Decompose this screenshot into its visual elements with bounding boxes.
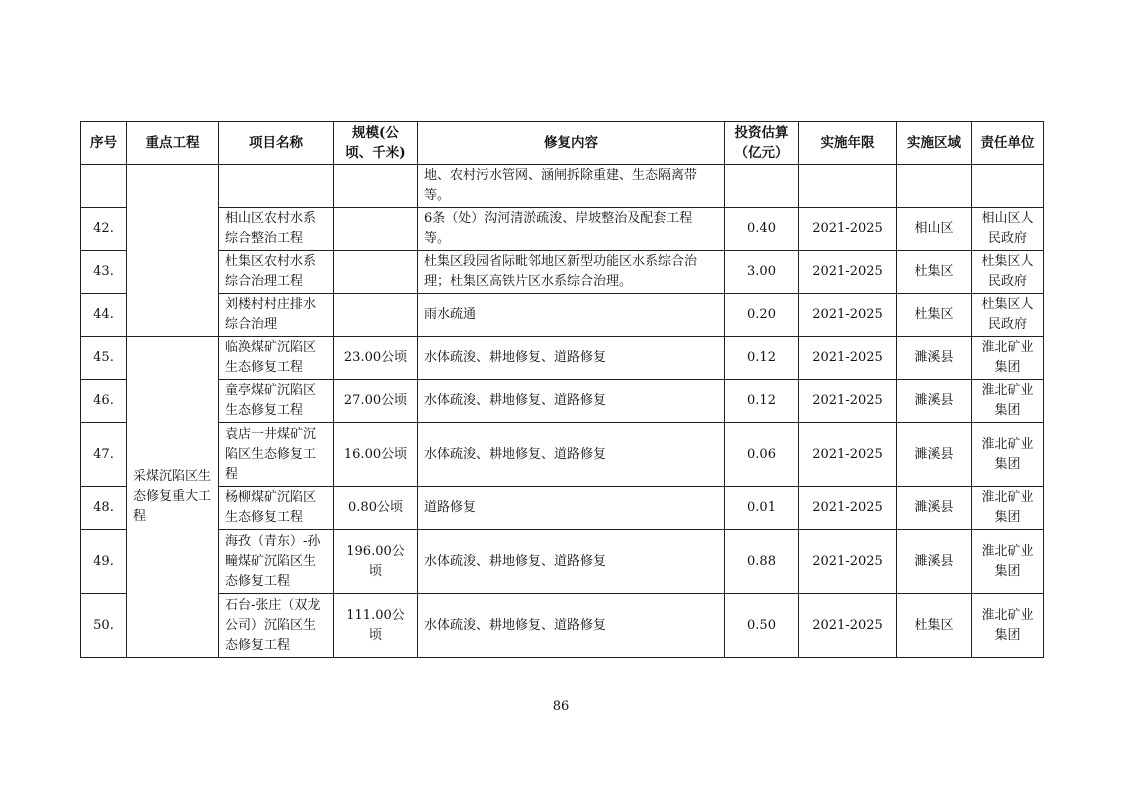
cell-unit: 杜集区人民政府 (972, 294, 1044, 337)
cell-investment: 3.00 (725, 251, 799, 294)
project-table (80, 121, 1044, 658)
cell-scale (334, 251, 418, 294)
header-investment: 投资估算（亿元） (725, 122, 799, 165)
header-unit: 责任单位 (972, 122, 1044, 165)
cell-period: 2021-2025 (799, 423, 897, 487)
cell-name: 童亭煤矿沉陷区生态修复工程 (219, 380, 334, 423)
cell-name: 杨柳煤矿沉陷区生态修复工程 (219, 487, 334, 530)
page-number: 86 (552, 699, 570, 714)
cell-area: 杜集区 (897, 594, 972, 658)
cell-seq: 43. (81, 251, 127, 294)
header-scale: 规模(公顷、千米) (334, 122, 418, 165)
cell-scale (334, 165, 418, 208)
table-row (81, 380, 1044, 423)
cell-investment: 0.01 (725, 487, 799, 530)
header-period: 实施年限 (799, 122, 897, 165)
header-project-name: 项目名称 (219, 122, 334, 165)
cell-investment (725, 165, 799, 208)
cell-seq: 45. (81, 337, 127, 380)
cell-unit: 淮北矿业集团 (972, 530, 1044, 594)
table-row (81, 251, 1044, 294)
header-project-group: 重点工程 (127, 122, 219, 165)
cell-name: 海孜（青东）-孙疃煤矿沉陷区生态修复工程 (219, 530, 334, 594)
cell-content: 水体疏浚、耕地修复、道路修复 (418, 380, 725, 423)
cell-content: 水体疏浚、耕地修复、道路修复 (418, 530, 725, 594)
cell-seq: 46. (81, 380, 127, 423)
cell-seq: 42. (81, 208, 127, 251)
header-content: 修复内容 (418, 122, 725, 165)
cell-scale: 23.00公顷 (334, 337, 418, 380)
table-row (81, 294, 1044, 337)
cell-area: 杜集区 (897, 294, 972, 337)
cell-content: 杜集区段园省际毗邻地区新型功能区水系综合治理；杜集区高铁片区水系综合治理。 (418, 251, 725, 294)
cell-content: 6条（处）沟河清淤疏浚、岸坡整治及配套工程等。 (418, 208, 725, 251)
cell-content: 水体疏浚、耕地修复、道路修复 (418, 337, 725, 380)
cell-period: 2021-2025 (799, 337, 897, 380)
cell-period: 2021-2025 (799, 251, 897, 294)
cell-scale (334, 294, 418, 337)
cell-investment: 0.06 (725, 423, 799, 487)
cell-seq: 48. (81, 487, 127, 530)
cell-content: 水体疏浚、耕地修复、道路修复 (418, 423, 725, 487)
table-row (81, 487, 1044, 530)
cell-investment: 0.50 (725, 594, 799, 658)
cell-period: 2021-2025 (799, 594, 897, 658)
table-row (81, 208, 1044, 251)
cell-name: 石台-张庄（双龙公司）沉陷区生态修复工程 (219, 594, 334, 658)
cell-seq (81, 165, 127, 208)
cell-area: 濉溪县 (897, 337, 972, 380)
table-row (81, 594, 1044, 658)
cell-seq: 44. (81, 294, 127, 337)
cell-scale: 0.80公顷 (334, 487, 418, 530)
cell-period: 2021-2025 (799, 208, 897, 251)
cell-investment: 0.12 (725, 380, 799, 423)
cell-area: 濉溪县 (897, 530, 972, 594)
cell-name: 杜集区农村水系综合治理工程 (219, 251, 334, 294)
cell-investment: 0.20 (725, 294, 799, 337)
cell-unit (972, 165, 1044, 208)
cell-scale: 27.00公顷 (334, 380, 418, 423)
cell-name: 袁店一井煤矿沉陷区生态修复工程 (219, 423, 334, 487)
cell-investment: 0.12 (725, 337, 799, 380)
cell-area: 相山区 (897, 208, 972, 251)
cell-content: 道路修复 (418, 487, 725, 530)
cell-period (799, 165, 897, 208)
cell-content: 水体疏浚、耕地修复、道路修复 (418, 594, 725, 658)
cell-name: 刘楼村村庄排水综合治理 (219, 294, 334, 337)
table-row (81, 337, 1044, 380)
cell-content: 雨水疏通 (418, 294, 725, 337)
cell-project-group (127, 165, 219, 337)
table-row (81, 530, 1044, 594)
cell-area: 濉溪县 (897, 423, 972, 487)
cell-investment: 0.88 (725, 530, 799, 594)
cell-seq: 47. (81, 423, 127, 487)
cell-area: 杜集区 (897, 251, 972, 294)
cell-area (897, 165, 972, 208)
cell-unit: 淮北矿业集团 (972, 337, 1044, 380)
cell-content: 地、农村污水管网、涵闸拆除重建、生态隔离带等。 (418, 165, 725, 208)
cell-name (219, 165, 334, 208)
cell-seq: 49. (81, 530, 127, 594)
cell-name: 相山区农村水系综合整治工程 (219, 208, 334, 251)
cell-scale (334, 208, 418, 251)
cell-period: 2021-2025 (799, 294, 897, 337)
cell-scale: 111.00公顷 (334, 594, 418, 658)
cell-area: 濉溪县 (897, 487, 972, 530)
cell-unit: 淮北矿业集团 (972, 487, 1044, 530)
cell-unit: 杜集区人民政府 (972, 251, 1044, 294)
cell-unit: 淮北矿业集团 (972, 423, 1044, 487)
cell-seq: 50. (81, 594, 127, 658)
cell-unit: 淮北矿业集团 (972, 380, 1044, 423)
cell-period: 2021-2025 (799, 487, 897, 530)
cell-period: 2021-2025 (799, 530, 897, 594)
table-row (81, 423, 1044, 487)
cell-scale: 16.00公顷 (334, 423, 418, 487)
cell-name: 临涣煤矿沉陷区生态修复工程 (219, 337, 334, 380)
header-row (81, 122, 1044, 165)
cell-period: 2021-2025 (799, 380, 897, 423)
header-seq: 序号 (81, 122, 127, 165)
table-row (81, 165, 1044, 208)
cell-investment: 0.40 (725, 208, 799, 251)
header-area: 实施区域 (897, 122, 972, 165)
cell-unit: 相山区人民政府 (972, 208, 1044, 251)
cell-area: 濉溪县 (897, 380, 972, 423)
cell-unit: 淮北矿业集团 (972, 594, 1044, 658)
cell-scale: 196.00公顷 (334, 530, 418, 594)
cell-project-group-coal: 采煤沉陷区生态修复重大工程 (127, 337, 219, 658)
